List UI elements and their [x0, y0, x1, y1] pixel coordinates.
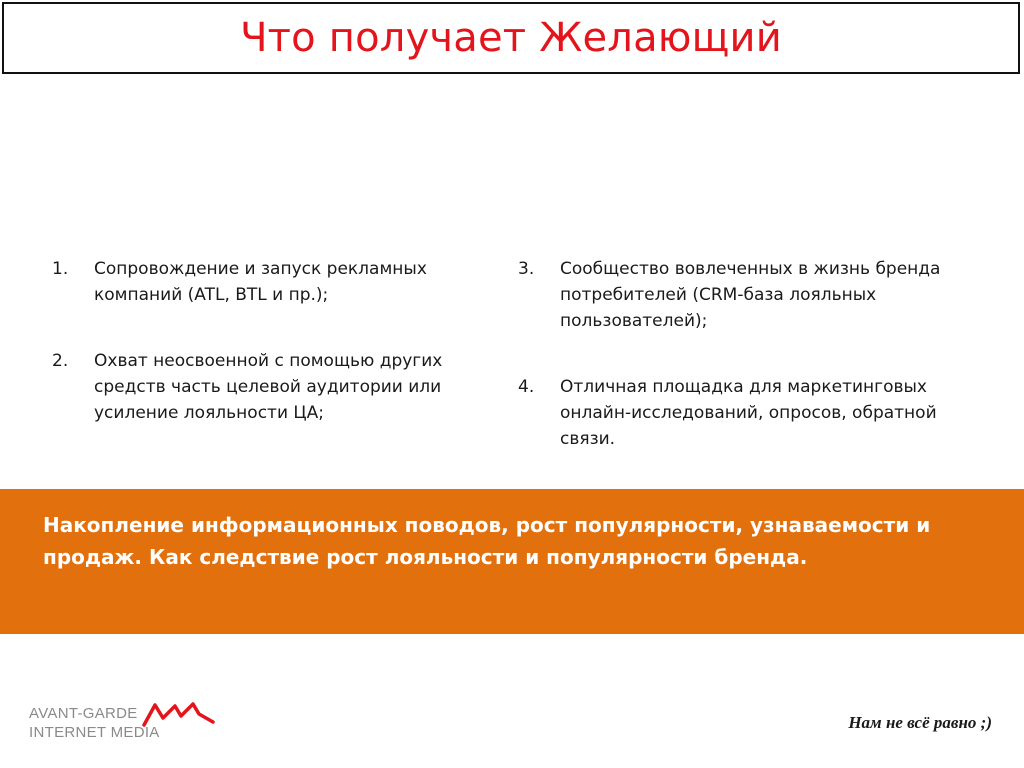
- banner-text: Накопление информационных поводов, рост популярности, узнаваемости и продаж. Как следствие рост лояльности и популярности бренда.: [43, 513, 931, 569]
- list-item-number: 1.: [52, 259, 69, 279]
- list-left-column: [52, 256, 482, 426]
- list-item-number: 3.: [518, 259, 535, 279]
- company-logo: [29, 700, 229, 744]
- list-item-number: 4.: [518, 377, 535, 397]
- logo-mark-icon: [141, 700, 217, 728]
- list-right-column: [518, 256, 968, 452]
- list-item-text: Сопровождение и запуск рекламных компаний (ATL, BTL и пр.);: [94, 259, 427, 305]
- list-item: [518, 374, 968, 452]
- list-item-text: Сообщество вовлеченных в жизнь бренда потребителей (CRM-база лояльных пользователей);: [560, 259, 941, 331]
- list-item: [52, 348, 482, 426]
- title-box: [2, 2, 1020, 74]
- highlight-banner: [0, 489, 1024, 634]
- slide-title: Что получает Желающий: [240, 15, 782, 61]
- list-item: [518, 256, 968, 334]
- list-item-number: 2.: [52, 351, 69, 371]
- list-item: [52, 256, 482, 308]
- logo-text-line1: AVANT-GARDE: [29, 705, 138, 722]
- logo-text-line2: INTERNET MEDIA: [29, 724, 160, 741]
- list-item-text: Охват неосвоенной с помощью других средств часть целевой аудитории или усиление лояльности ЦА;: [94, 351, 443, 423]
- slogan: Нам не всё равно ;): [848, 713, 992, 732]
- list-item-text: Отличная площадка для маркетинговых онлайн-исследований, опросов, обратной связи.: [560, 377, 937, 449]
